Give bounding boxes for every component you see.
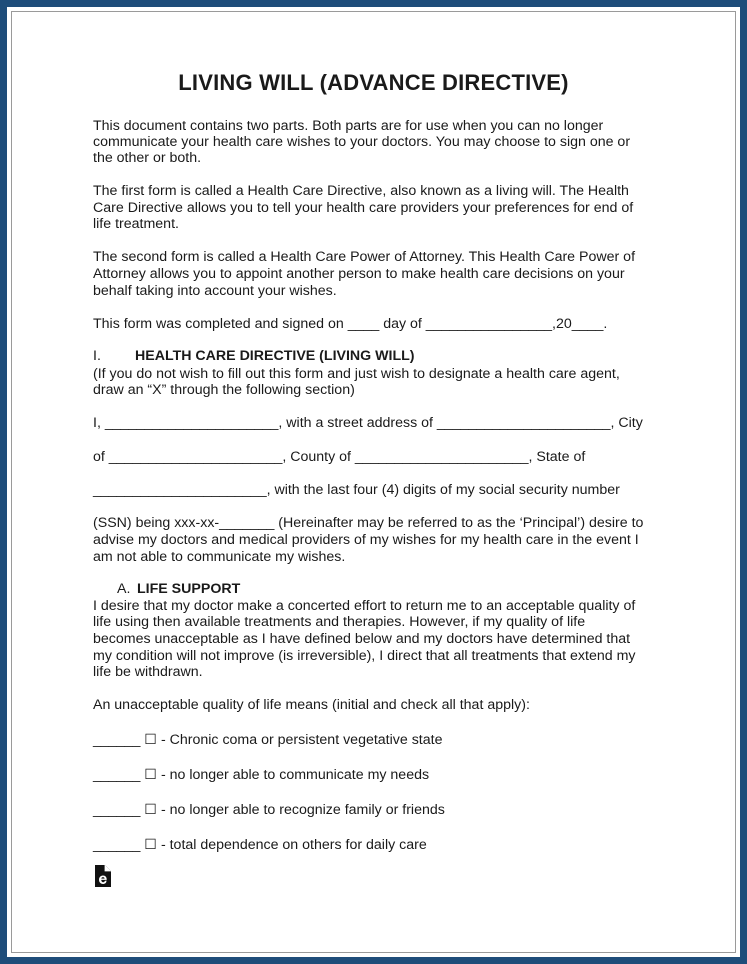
intro-line: the other or both.: [93, 150, 202, 166]
second-form-line: The second form is called a Health Care Power of Attorney. This Health Care Power of: [93, 249, 636, 265]
city-county-field-line: of ______________________, County of ______________________, State of: [93, 449, 586, 465]
eforms-logo-icon: [94, 864, 112, 888]
checklist-item[interactable]: ______ ☐ - no longer able to recognize family or friends: [93, 802, 445, 818]
intro-line: communicate your health care wishes to your doctors. You may choose to sign one or: [93, 134, 631, 150]
ssn-paragraph-line: advise my doctors and medical providers of my wishes for my health care in the event I: [93, 532, 639, 548]
checklist-item[interactable]: ______ ☐ - total dependence on others for daily care: [93, 837, 427, 853]
subsection-title: LIFE SUPPORT: [137, 581, 241, 597]
state-ssn-field-line: ______________________, with the last four (4) digits of my social security number: [93, 482, 620, 498]
ssn-paragraph-line: (SSN) being xxx-xx-_______ (Hereinafter may be referred to as the ‘Principal’) desire to: [93, 515, 644, 531]
subsection-heading: [93, 581, 668, 598]
section-heading: [93, 348, 668, 365]
section-note-line: draw an “X” through the following section): [93, 382, 355, 398]
life-support-line: my condition will not improve (is irreversible), I direct that all treatments that extend my: [93, 648, 636, 664]
checklist-item[interactable]: ______ ☐ - Chronic coma or persistent vegetative state: [93, 732, 443, 748]
first-form-line: The first form is called a Health Care Directive, also known as a living will. The Health: [93, 183, 629, 199]
life-support-line: becomes unacceptable as I have defined below and my doctors have determined that: [93, 631, 631, 647]
second-form-line: behalf taking into account your wishes.: [93, 283, 337, 299]
checklist-item[interactable]: ______ ☐ - no longer able to communicate my needs: [93, 767, 430, 783]
life-support-line: life be withdrawn.: [93, 664, 203, 680]
first-form-line: life treatment.: [93, 216, 179, 232]
life-support-line: I desire that my doctor make a concerted effort to return me to an acceptable quality of: [93, 598, 636, 614]
section-title: HEALTH CARE DIRECTIVE (LIVING WILL): [135, 348, 415, 364]
second-form-line: Attorney allows you to appoint another person to make health care decisions on your: [93, 266, 625, 282]
completed-signed-line: This form was completed and signed on ____ day of ________________,20____.: [93, 316, 608, 332]
section-note-line: (If you do not wish to fill out this form and just wish to designate a health care agent,: [93, 366, 620, 382]
name-address-field-line: I, ______________________, with a street address of ______________________, City: [93, 415, 643, 431]
intro-line: This document contains two parts. Both parts are for use when you can no longer: [93, 118, 604, 134]
ssn-paragraph-line: am not able to communicate my wishes.: [93, 549, 346, 565]
document-title: LIVING WILL (ADVANCE DIRECTIVE): [178, 70, 569, 95]
subsection-number: A.: [117, 581, 131, 597]
section-number: I.: [93, 348, 101, 364]
life-support-line: life using then available treatments and therapies. However, if my quality of life: [93, 614, 586, 630]
quality-intro: An unacceptable quality of life means (initial and check all that apply):: [93, 697, 530, 713]
first-form-line: Care Directive allows you to tell your health care providers your preferences for end of: [93, 200, 634, 216]
